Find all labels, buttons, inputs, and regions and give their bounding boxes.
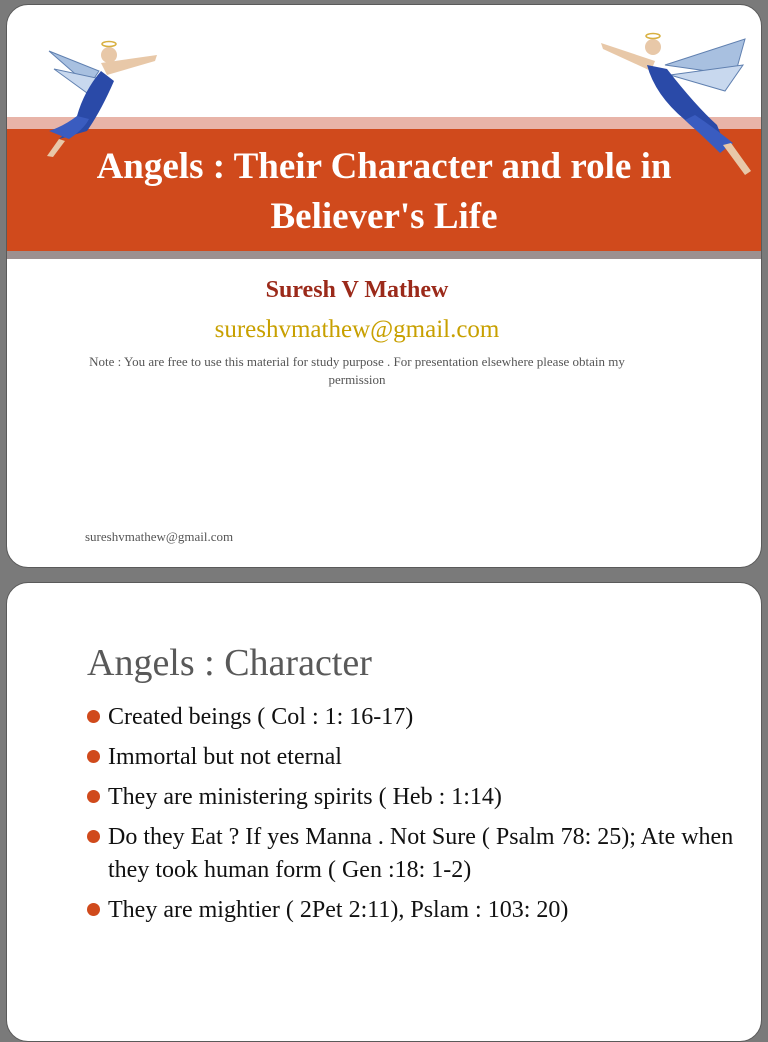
slide-footer-email: sureshvmathew@gmail.com: [85, 529, 234, 544]
bullet-item: [87, 741, 737, 774]
bullet-icon: [87, 710, 100, 723]
bullet-icon: [87, 750, 100, 763]
bullet-item: [87, 701, 737, 734]
bullet-icon: [87, 903, 100, 916]
bullet-text: They are mightier ( 2Pet 2:11), Pslam : 103: 20): [108, 897, 569, 923]
slide-title-line-2: Believer's Life: [270, 196, 498, 237]
author-email[interactable]: sureshvmathew@gmail.com: [214, 316, 500, 343]
flying-angel-left-icon: [29, 31, 179, 171]
character-slide: [6, 582, 762, 1042]
bullet-text: Created beings ( Col : 1: 16-17): [108, 704, 414, 730]
bullet-item: [87, 781, 737, 814]
bullet-text: They are ministering spirits ( Heb : 1:14): [108, 784, 502, 810]
bullet-text: Immortal but not eternal: [108, 744, 342, 770]
bullet-icon: [87, 830, 100, 843]
bullet-item: [87, 821, 737, 887]
bullet-text: Do they Eat ? If yes Manna . Not Sure ( Psalm 78: 25); Ate when they took human form ( Gen :18: 1-2): [108, 824, 734, 883]
author-name: Suresh V Mathew: [265, 277, 449, 303]
bullet-icon: [87, 790, 100, 803]
slide-heading: Angels : Character: [87, 642, 372, 684]
title-band-bottom-stripe: [7, 251, 761, 259]
usage-note: Note : You are free to use this material for study purpose . For presentation elsewhere please obtain my permission: [89, 354, 625, 387]
slide-title-line-1: Angels : Their Character and role in: [96, 146, 672, 187]
flying-angel-right-icon: [595, 25, 762, 185]
bullet-item: [87, 894, 737, 927]
title-slide: [6, 4, 762, 568]
bullet-list: [87, 701, 737, 934]
